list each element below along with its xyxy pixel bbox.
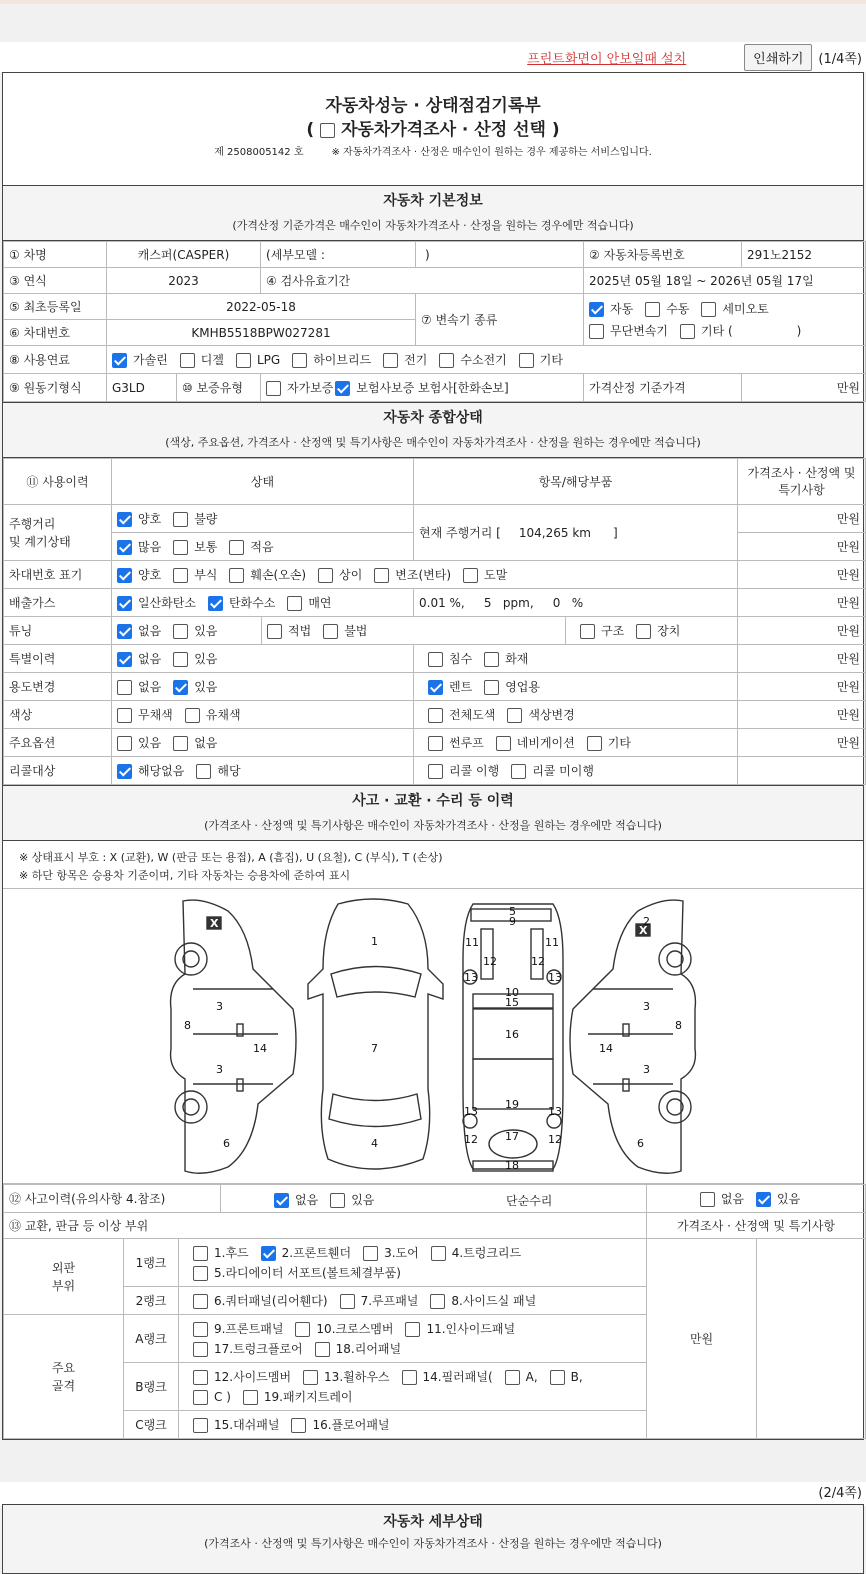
svg-text:8: 8 — [675, 1019, 682, 1032]
vin: KMHB5518BPW027281 — [107, 320, 416, 346]
checkbox[interactable] — [439, 353, 454, 368]
checkbox[interactable] — [193, 1342, 208, 1357]
checkbox-checked[interactable] — [335, 381, 350, 396]
label: ⑫ 사고이력(유의사항 4.참조) — [4, 1185, 221, 1213]
checkbox[interactable] — [701, 302, 716, 317]
svg-text:7: 7 — [371, 1042, 378, 1055]
svg-text:5: 5 — [509, 905, 516, 918]
label: 차대번호 표기 — [4, 561, 112, 589]
car-outline-diagram — [3, 889, 863, 1184]
checkbox[interactable] — [185, 708, 200, 723]
overall-section — [3, 402, 863, 458]
checkbox[interactable] — [496, 736, 511, 751]
svg-text:6: 6 — [637, 1137, 644, 1150]
checkbox[interactable] — [363, 1246, 378, 1261]
checkbox[interactable] — [383, 353, 398, 368]
svg-text:15: 15 — [505, 996, 519, 1009]
checkbox-checked[interactable] — [756, 1192, 771, 1207]
checkbox[interactable] — [505, 1370, 520, 1385]
basic-info-table — [3, 241, 866, 402]
svg-text:8: 8 — [184, 1019, 191, 1032]
warranty-options: 자가보증 보험사보증 보험사[한화손보] — [261, 374, 584, 402]
checkbox-checked[interactable] — [428, 680, 443, 695]
svg-text:18: 18 — [505, 1159, 519, 1172]
label: 가격조사 · 산정액 및 특기사항 — [647, 1213, 866, 1239]
label: ⑦ 변속기 종류 — [416, 294, 584, 346]
price-check-select-checkbox[interactable] — [320, 123, 335, 138]
svg-text:9: 9 — [509, 915, 516, 928]
car-name: 캐스퍼(CASPER) — [107, 242, 261, 268]
svg-text:13: 13 — [464, 1105, 478, 1118]
checkbox[interactable] — [550, 1370, 565, 1385]
sub-model: (세부모델 : ) — [261, 242, 416, 268]
checkbox[interactable] — [193, 1370, 208, 1385]
svg-text:X: X — [639, 924, 648, 937]
checkbox[interactable] — [117, 680, 132, 695]
main-frame-label: 주요 골격 — [4, 1315, 124, 1439]
checkbox[interactable] — [229, 540, 244, 555]
label: 주요옵션 — [4, 729, 112, 757]
checkbox[interactable] — [330, 1193, 345, 1208]
mileage: 현재 주행거리 [ 104,265 km ] — [414, 505, 738, 561]
header: 상태 — [112, 459, 414, 505]
label: 튜닝 — [4, 617, 112, 645]
label: 리콜대상 — [4, 757, 112, 785]
checkbox[interactable] — [295, 1322, 310, 1337]
svg-text:2: 2 — [643, 915, 650, 928]
checkbox[interactable] — [173, 736, 188, 751]
checkbox[interactable] — [229, 568, 244, 583]
checkbox[interactable] — [193, 1418, 208, 1433]
svg-text:14: 14 — [253, 1042, 267, 1055]
top-view — [308, 899, 443, 1169]
section-title: 자동차 기본정보 — [383, 193, 483, 209]
unit: 만원 — [742, 374, 866, 402]
label: ④ 검사유효기간 — [261, 268, 584, 294]
outer-label: 외판 부위 — [4, 1239, 124, 1315]
svg-text:1: 1 — [371, 935, 378, 948]
label: ⑥ 차대번호 — [4, 320, 107, 346]
checkbox-checked[interactable] — [274, 1193, 289, 1208]
checkbox[interactable] — [428, 652, 443, 667]
label: ⑬ 교환, 판금 등 이상 부위 — [4, 1213, 647, 1239]
checkbox[interactable] — [645, 302, 660, 317]
emission-values: 0.01 %, 5 ppm, 0 % — [414, 589, 738, 617]
header: ⑪ 사용이력 — [4, 459, 112, 505]
checkbox[interactable] — [374, 568, 389, 583]
label: ⑧ 사용연료 — [4, 346, 107, 374]
engine: G3LD — [107, 374, 177, 402]
header: 항목/해당부품 — [414, 459, 738, 505]
checkbox-checked[interactable] — [117, 624, 132, 639]
checkbox[interactable] — [193, 1266, 208, 1281]
label: ⑨ 원동기형식 — [4, 374, 107, 402]
svg-text:13: 13 — [464, 971, 478, 984]
print-button[interactable]: 인쇄하기 — [744, 44, 812, 71]
year: 2023 — [107, 268, 261, 294]
checkbox[interactable] — [636, 624, 651, 639]
checkbox-checked[interactable] — [589, 302, 604, 317]
section-title: 자동차 세부상태 — [383, 1514, 483, 1530]
checkbox[interactable] — [589, 324, 604, 339]
frame-view — [463, 904, 563, 1172]
label: 주행거리 및 계기상태 — [4, 505, 112, 561]
svg-text:16: 16 — [505, 1028, 519, 1041]
label: ③ 연식 — [4, 268, 107, 294]
checkbox[interactable] — [428, 736, 443, 751]
checkbox[interactable] — [680, 324, 695, 339]
checkbox[interactable] — [340, 1294, 355, 1309]
install-help-link[interactable]: 프린트화면이 안보일때 설치 — [527, 51, 687, 67]
svg-text:12: 12 — [548, 1133, 562, 1146]
checkbox[interactable] — [580, 624, 595, 639]
checkbox-checked[interactable] — [117, 652, 132, 667]
checkbox-checked[interactable] — [117, 512, 132, 527]
checkbox-checked[interactable] — [208, 596, 223, 611]
doc-header — [3, 73, 863, 186]
svg-text:3: 3 — [643, 1000, 650, 1013]
checkbox[interactable] — [428, 708, 443, 723]
svg-text:17: 17 — [505, 1130, 519, 1143]
checkbox[interactable] — [511, 764, 526, 779]
checkbox[interactable] — [315, 1342, 330, 1357]
svg-text:4: 4 — [371, 1137, 378, 1150]
page-2 — [2, 1504, 864, 1574]
checkbox[interactable] — [117, 708, 132, 723]
label: 용도변경 — [4, 673, 112, 701]
doc-subtitle: ( 자동차가격조사 · 산정 선택 ) — [306, 120, 560, 140]
top-strip — [0, 0, 866, 4]
section-title: 자동차 종합상태 — [383, 410, 483, 426]
svg-text:11: 11 — [465, 936, 479, 949]
svg-text:6: 6 — [223, 1137, 230, 1150]
page-1 — [2, 72, 864, 1440]
svg-text:14: 14 — [599, 1042, 613, 1055]
checkbox[interactable] — [519, 353, 534, 368]
label: ⑩ 보증유형 — [177, 374, 261, 402]
label: 가격산정 기준가격 — [584, 374, 742, 402]
checkbox-checked[interactable] — [117, 596, 132, 611]
label: 색상 — [4, 701, 112, 729]
checkbox[interactable] — [193, 1390, 208, 1405]
checkbox[interactable] — [193, 1322, 208, 1337]
checkbox[interactable] — [292, 353, 307, 368]
svg-text:3: 3 — [216, 1063, 223, 1076]
label: 배출가스 — [4, 589, 112, 617]
trans-options: 자동 수동 세미오토 무단변속기 기타 ( ) — [584, 294, 866, 346]
checkbox[interactable] — [236, 353, 251, 368]
checkbox[interactable] — [402, 1370, 417, 1385]
checkbox[interactable] — [700, 1192, 715, 1207]
svg-text:X: X — [210, 917, 219, 930]
label: 특별이력 — [4, 645, 112, 673]
fuel-options: 가솔린 디젤 LPG 하이브리드 전기 수소전기 기타 — [107, 346, 866, 374]
checkbox[interactable] — [431, 1246, 446, 1261]
car-diagram — [3, 889, 863, 1184]
legend: ※ 상태표시 부호 : X (교환), W (판금 또는 용접), A (흠집), U (요철), C (부식), T (손상) ※ 하단 항목은 승용차 기준이며, 기타 자동차는 승용차에 준하여 표시 — [3, 841, 863, 889]
svg-text:3: 3 — [216, 1000, 223, 1013]
checkbox[interactable] — [587, 736, 602, 751]
label: ② 자동차등록번호 — [584, 242, 742, 268]
svg-text:13: 13 — [548, 971, 562, 984]
section-subtitle: (가격조사 · 산정액 및 특기사항은 매수인이 자동차가격조사 · 산정을 원하는 경우에만 적습니다) — [204, 819, 662, 832]
checkbox[interactable] — [428, 764, 443, 779]
checkbox[interactable] — [484, 680, 499, 695]
svg-text:12: 12 — [531, 955, 545, 968]
checkbox[interactable] — [117, 736, 132, 751]
checkbox-checked[interactable] — [117, 568, 132, 583]
checkbox-checked[interactable] — [117, 764, 132, 779]
page-2-indicator: (2/4쪽) — [0, 1482, 866, 1506]
checkbox[interactable] — [173, 512, 188, 527]
checkbox-checked[interactable] — [261, 1246, 276, 1261]
svg-text:10: 10 — [505, 986, 519, 999]
checkbox[interactable] — [173, 540, 188, 555]
accident-section — [3, 785, 863, 841]
label: ① 차명 — [4, 242, 107, 268]
label: ⑤ 최초등록일 — [4, 294, 107, 320]
checkbox[interactable] — [507, 708, 522, 723]
toolbar — [0, 42, 866, 72]
checkbox[interactable] — [180, 353, 195, 368]
checkbox[interactable] — [463, 568, 478, 583]
svg-text:12: 12 — [483, 955, 497, 968]
left-side-view — [171, 900, 296, 1173]
doc-number-line — [3, 143, 863, 158]
checkbox[interactable] — [318, 568, 333, 583]
overall-table: ⑪ 사용이력 상태 항목/해당부품 가격조사 · 산정액 및 특기사항 주행거리 및 계기상태 양호 불량 현재 주행거리 [ 104,265 km ] 만원 많음 보통 적음 만원 차대번호 표기 양호 부식 훼손(오손) 상이 변조(변타) 도말 만원 배출가스 일산화탄소 탄화수소 매연 0.01 %, 5 ppm, 0 % 만원 튜닝 없음 있음 적법 불법 구조 장치 만원 특별이력 없음 있음 침수 화재 만원 용도변경 없음 있음 렌트 영업용 만원 색상 무채색 유채색 전체도색 색상변경 만원 주요옵션 있음 없음 썬루프 네비게이션 기타 만원 리콜대상 해당없음 해당 리콜 이행 리콜 미이행 — [3, 458, 866, 785]
checkbox[interactable] — [173, 652, 188, 667]
checkbox[interactable] — [173, 624, 188, 639]
checkbox[interactable] — [266, 381, 281, 396]
checkbox[interactable] — [193, 1246, 208, 1261]
svg-text:11: 11 — [545, 936, 559, 949]
checkbox[interactable] — [430, 1294, 445, 1309]
checkbox[interactable] — [243, 1390, 258, 1405]
section-subtitle: (색상, 주요옵션, 가격조사 · 산정액 및 특기사항은 매수인이 자동차가격조사 · 산정을 원하는 경우에만 적습니다) — [165, 436, 701, 449]
accident-table: ⑫ 사고이력(유의사항 4.참조) 없음 있음 단순수리 없음 있음 ⑬ 교환, 판금 등 이상 부위 가격조사 · 산정액 및 특기사항 외판 부위 1랭크 1.후드 2.프론트휀더 3.도어 4.트렁크리드 5.라디에이터 서포트(볼트체결부품) 만원 2랭크 6.쿼터패널(리어휀다) 7.루프패널 8.사이드실 패널 주요 골격 A랭크 9.프론트패널 10.크로스멤버 11.인사이드패널 17.트렁크플로어 18.리어패널 B랭크 12.사이드멤버 13.휠하우스 14.필러패널( A, B, C ) 19.패키지트레이 C랭크 15.대쉬패널 16.플로어패널 — [3, 1184, 866, 1439]
section-title: 사고 · 교환 · 수리 등 이력 — [352, 793, 514, 809]
checkbox[interactable] — [196, 764, 211, 779]
checkbox[interactable] — [173, 568, 188, 583]
section-subtitle: (가격조사 · 산정액 및 특기사항은 매수인이 자동차가격조사 · 산정을 원하는 경우에만 적습니다) — [204, 1537, 662, 1550]
checkbox[interactable] — [267, 624, 282, 639]
checkbox[interactable] — [303, 1370, 318, 1385]
checkbox-checked[interactable] — [117, 540, 132, 555]
basic-info-section — [3, 186, 863, 241]
svg-text:13: 13 — [548, 1105, 562, 1118]
first-reg: 2022-05-18 — [107, 294, 416, 320]
header: 가격조사 · 산정액 및 특기사항 — [738, 459, 866, 505]
checkbox-checked[interactable] — [112, 353, 127, 368]
checkbox[interactable] — [405, 1322, 420, 1337]
svg-text:12: 12 — [464, 1133, 478, 1146]
svg-text:3: 3 — [643, 1063, 650, 1076]
right-side-view — [570, 900, 695, 1173]
checkbox[interactable] — [287, 596, 302, 611]
doc-number: 제 2508005142 호 — [214, 147, 304, 158]
section-subtitle: (가격산정 기준가격은 매수인이 자동차가격조사 · 산정을 원하는 경우에만 적습니다) — [232, 219, 634, 232]
checkbox[interactable] — [323, 624, 338, 639]
checkbox[interactable] — [193, 1294, 208, 1309]
checkbox[interactable] — [484, 652, 499, 667]
checkbox-checked[interactable] — [173, 680, 188, 695]
reg-no: 291노2152 — [742, 242, 866, 268]
svg-text:19: 19 — [505, 1098, 519, 1111]
page-indicator: (1/4쪽) — [818, 51, 862, 67]
checkbox[interactable] — [291, 1418, 306, 1433]
doc-title: 자동차성능 · 상태점검기록부 — [325, 96, 541, 116]
doc-notice: ※ 자동차가격조사 · 산정은 매수인이 원하는 경우 제공하는 서비스입니다. — [331, 147, 652, 158]
valid-period: 2025년 05월 18일 ~ 2026년 05월 17일 — [584, 268, 866, 294]
